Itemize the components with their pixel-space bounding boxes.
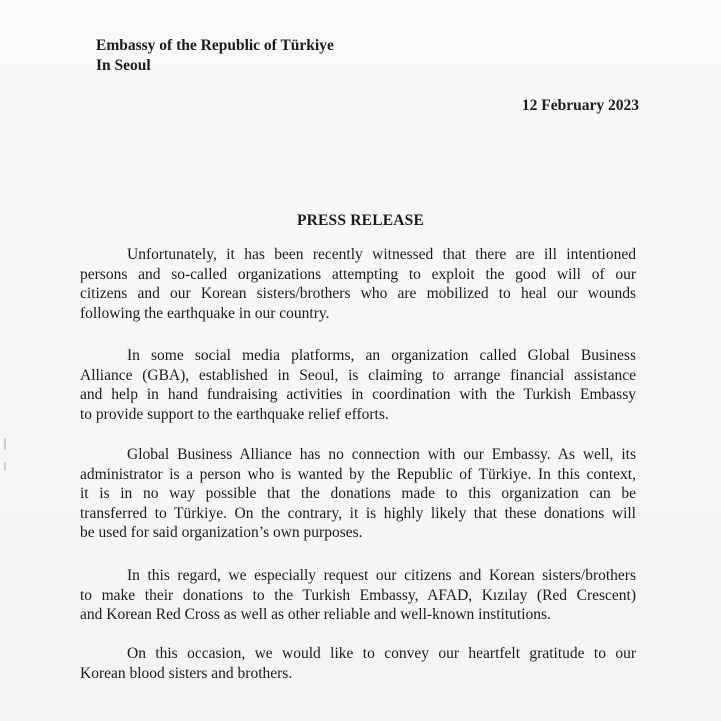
paragraph-line: In some social media platforms, an organization called Global Business — [127, 347, 636, 364]
paragraph-line: it is in no way possible that the donations made to this organization can be — [80, 485, 636, 502]
paragraph-line: be used for said organization’s own purposes. — [80, 524, 363, 541]
paragraph-line: and help in hand fundraising activities in coordination with the Turkish Embassy — [80, 386, 636, 403]
paragraph-line: and Korean Red Cross as well as other reliable and well-known institutions. — [80, 606, 551, 623]
paragraph-line: Unfortunately, it has been recently witnessed that there are ill intentioned — [127, 246, 636, 263]
letterhead-line: Embassy of the Republic of Türkiye — [96, 37, 334, 54]
paragraph-line: to make their donations to the Turkish Embassy, AFAD, Kızılay (Red Crescent) — [80, 586, 636, 604]
document-title: PRESS RELEASE — [296, 212, 425, 229]
paragraph-line: Alliance (GBA), established in Seoul, is claiming to arrange financial assistance — [80, 366, 636, 384]
paragraph — [80, 644, 636, 683]
paragraph-line: administrator is a person who is wanted by the Republic of Türkiye. In this context, — [80, 465, 636, 483]
paragraph-line: following the earthquake in our country. — [80, 304, 330, 322]
paragraph-line: citizens and our Korean sisters/brothers who are mobilized to heal our wounds — [80, 285, 636, 302]
letterhead — [96, 36, 334, 76]
scan-artifact — [4, 438, 6, 450]
paragraph-line: Global Business Alliance has no connection with our Embassy. As well, its — [127, 446, 636, 463]
paragraph-line: transferred to Türkiye. On the contrary, it is highly likely that these donations will — [80, 504, 636, 522]
paragraph — [80, 445, 636, 543]
paragraph-line: persons and so-called organizations attempting to exploit the good will of our — [80, 265, 636, 283]
letterhead-line: In Seoul — [96, 57, 151, 74]
paragraph-line: to provide support to the earthquake relief efforts. — [80, 405, 389, 423]
document-date: 12 February 2023 — [521, 97, 639, 114]
paragraph — [80, 346, 636, 424]
paragraph-line: In this regard, we especially request our citizens and Korean sisters/brothers — [127, 567, 636, 584]
paragraph — [80, 566, 636, 625]
paragraph — [80, 245, 636, 323]
scan-artifact — [4, 462, 6, 470]
paragraph-line: On this occasion, we would like to convey our heartfelt gratitude to our — [127, 645, 636, 662]
paragraph-line: Korean blood sisters and brothers. — [80, 664, 293, 682]
